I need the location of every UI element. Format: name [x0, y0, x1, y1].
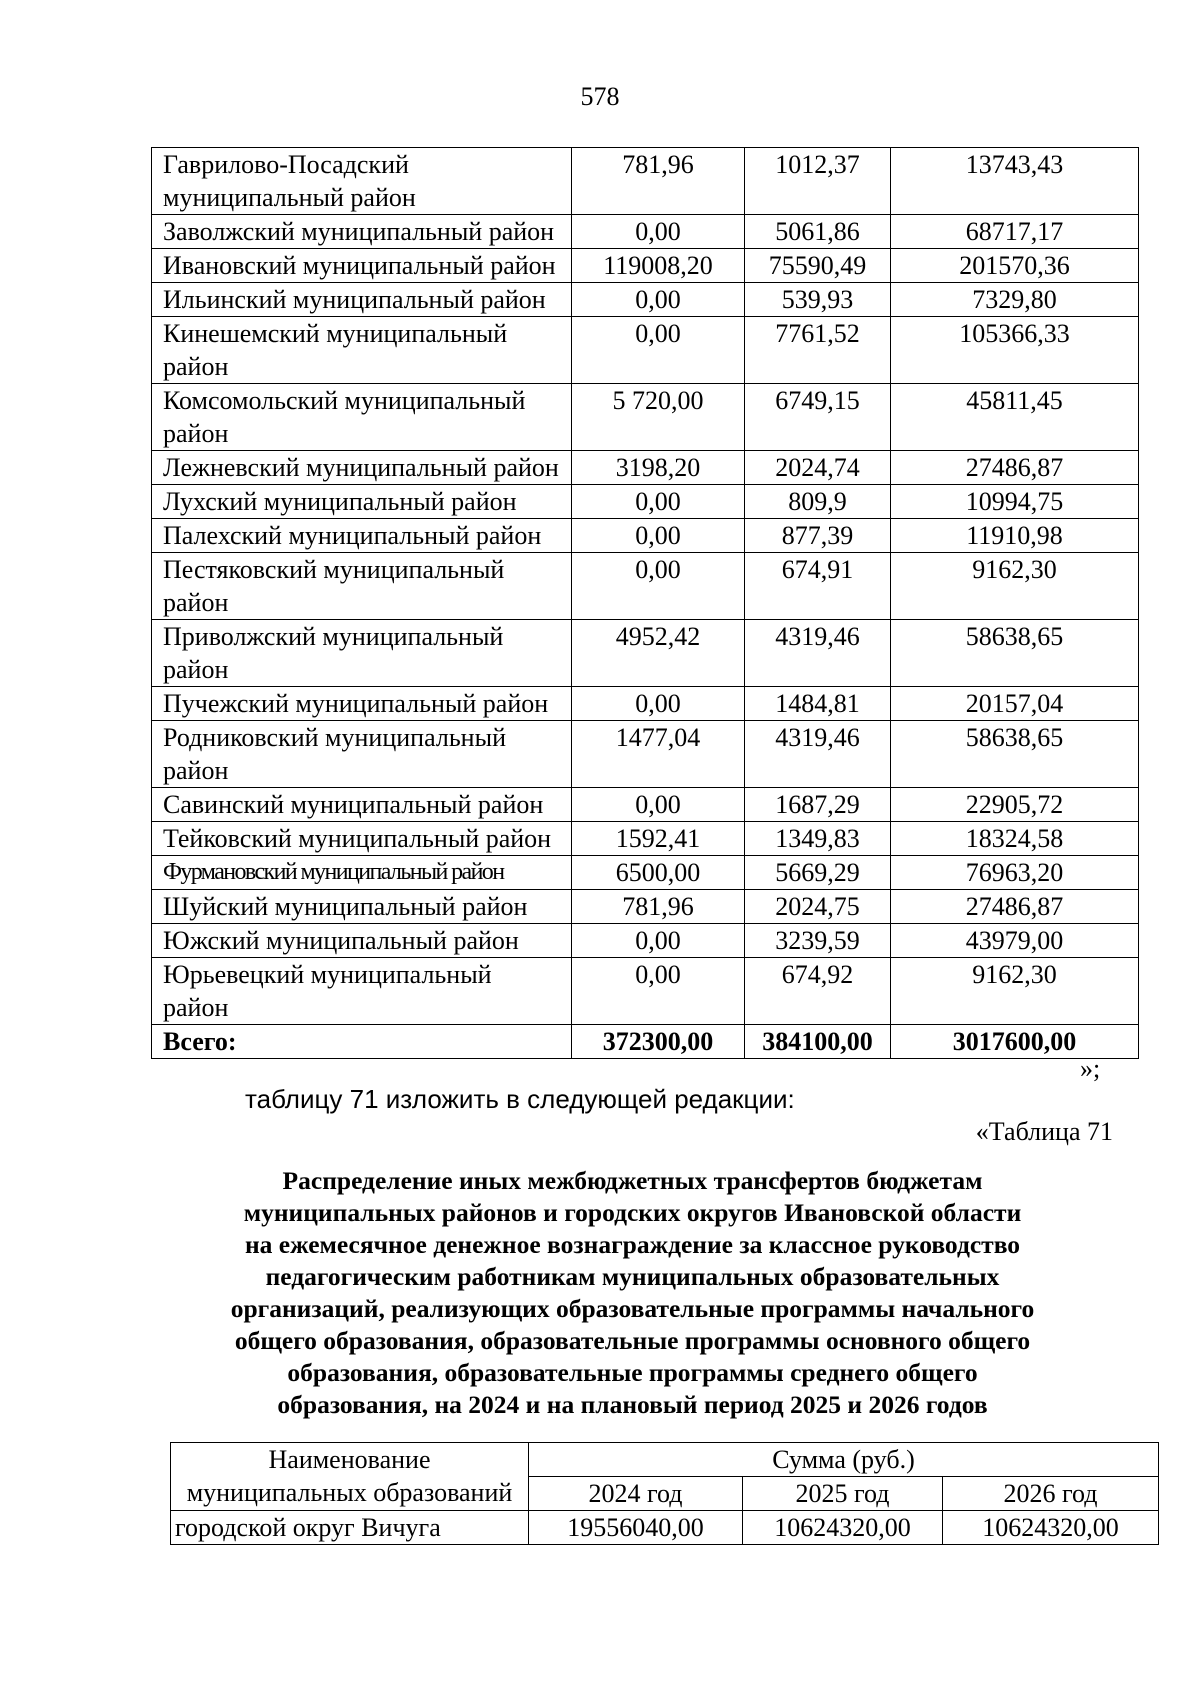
- district-name: [152, 822, 572, 856]
- table-heading-line: образования, образовательные программы среднего общего: [287, 1358, 978, 1387]
- table-heading-line: организаций, реализующих образовательные программы начального: [230, 1294, 1035, 1323]
- amount-2025: 10624320,00: [743, 1511, 943, 1545]
- district-name: [152, 148, 572, 215]
- district-name: [152, 856, 572, 890]
- district-name: [152, 958, 572, 1025]
- amount-cell: 0,00: [572, 687, 745, 721]
- amount-cell: 201570,36: [891, 249, 1139, 283]
- district-name-line: Заволжский муниципальный район: [163, 217, 555, 246]
- district-name-line: Родниковский муниципальный: [163, 723, 506, 752]
- table-row: [152, 553, 1139, 620]
- amount-cell: 0,00: [572, 788, 745, 822]
- amount-cell: 43979,00: [891, 924, 1139, 958]
- amount-cell: 9162,30: [891, 958, 1139, 1025]
- table-row: [152, 485, 1139, 519]
- year-header-2024: 2024 год: [529, 1477, 743, 1511]
- district-name-line: Гаврилово-Посадский: [163, 150, 409, 179]
- table-row: [152, 148, 1139, 215]
- amount-cell: 0,00: [572, 215, 745, 249]
- district-name: [152, 553, 572, 620]
- amount-cell: 781,96: [572, 890, 745, 924]
- amount-cell: 7329,80: [891, 283, 1139, 317]
- total-amount: 384100,00: [745, 1025, 891, 1059]
- name-header-line: Наименование: [268, 1445, 431, 1474]
- instruction-text: таблицу 71 изложить в следующей редакции:: [245, 1084, 795, 1114]
- page-number: 578: [580, 82, 620, 111]
- table-row: [152, 890, 1139, 924]
- table-row: [152, 721, 1139, 788]
- amount-cell: 4319,46: [745, 721, 891, 788]
- amount-2026: 10624320,00: [943, 1511, 1159, 1545]
- district-name-line: Тейковский муниципальный район: [163, 824, 552, 853]
- district-name: [152, 215, 572, 249]
- sum-column-header: Сумма (руб.): [529, 1443, 1159, 1477]
- amount-cell: 58638,65: [891, 721, 1139, 788]
- year-header-2025: 2025 год: [743, 1477, 943, 1511]
- table-row: [152, 822, 1139, 856]
- district-name-line: Фурмановский муниципальный район: [163, 859, 504, 885]
- amount-cell: 2024,75: [745, 890, 891, 924]
- total-amount: 372300,00: [572, 1025, 745, 1059]
- amount-cell: 1687,29: [745, 788, 891, 822]
- districts-allocation-table: [151, 147, 1139, 1059]
- district-name: [152, 620, 572, 687]
- amount-cell: 5 720,00: [572, 384, 745, 451]
- table-row: [171, 1511, 1159, 1545]
- amount-cell: 674,92: [745, 958, 891, 1025]
- amount-cell: 2024,74: [745, 451, 891, 485]
- table-row: [152, 687, 1139, 721]
- name-column-header: [171, 1443, 529, 1511]
- amount-cell: 27486,87: [891, 451, 1139, 485]
- table-71-header-row: [171, 1443, 1159, 1477]
- table-row: [152, 924, 1139, 958]
- amount-cell: 105366,33: [891, 317, 1139, 384]
- district-name-line: район: [163, 655, 229, 684]
- amount-cell: 76963,20: [891, 856, 1139, 890]
- district-name-line: район: [163, 756, 229, 785]
- amount-cell: 539,93: [745, 283, 891, 317]
- amount-cell: 781,96: [572, 148, 745, 215]
- amount-cell: 4952,42: [572, 620, 745, 687]
- district-name-line: Ильинский муниципальный район: [163, 285, 546, 314]
- amount-cell: 3198,20: [572, 451, 745, 485]
- district-name-line: район: [163, 352, 229, 381]
- district-name: [152, 519, 572, 553]
- amount-cell: 0,00: [572, 924, 745, 958]
- amount-cell: 0,00: [572, 485, 745, 519]
- amount-cell: 4319,46: [745, 620, 891, 687]
- district-name: [152, 485, 572, 519]
- table-heading-line: общего образования, образовательные программы основного общего: [234, 1326, 1031, 1355]
- total-row: [152, 1025, 1139, 1059]
- amount-cell: 1484,81: [745, 687, 891, 721]
- amount-cell: 20157,04: [891, 687, 1139, 721]
- table-row: [152, 451, 1139, 485]
- amount-cell: 0,00: [572, 317, 745, 384]
- district-name: [152, 249, 572, 283]
- district-name: [152, 451, 572, 485]
- district-name: [152, 924, 572, 958]
- table-heading: [150, 1165, 1115, 1421]
- amount-cell: 0,00: [572, 958, 745, 1025]
- amount-cell: 18324,58: [891, 822, 1139, 856]
- table-row: [152, 788, 1139, 822]
- table-row: [152, 856, 1139, 890]
- table-label: «Таблица 71: [975, 1117, 1113, 1146]
- amount-cell: 27486,87: [891, 890, 1139, 924]
- total-label: Всего:: [152, 1025, 572, 1059]
- district-name-line: Лежневский муниципальный район: [163, 453, 559, 482]
- district-name-line: район: [163, 588, 229, 617]
- table-heading-line: педагогическим работникам муниципальных образовательных: [265, 1262, 1000, 1291]
- district-name: [152, 384, 572, 451]
- amount-cell: 10994,75: [891, 485, 1139, 519]
- table-heading-line: муниципальных районов и городских округов Ивановской области: [243, 1198, 1022, 1227]
- district-name: [152, 721, 572, 788]
- district-name-line: Шуйский муниципальный район: [163, 892, 528, 921]
- amount-cell: 1477,04: [572, 721, 745, 788]
- amount-cell: 58638,65: [891, 620, 1139, 687]
- amount-cell: 75590,49: [745, 249, 891, 283]
- table-heading-line: на ежемесячное денежное вознаграждение за классное руководство: [244, 1230, 1021, 1259]
- district-name: [152, 788, 572, 822]
- district-name-line: Пестяковский муниципальный: [163, 555, 505, 584]
- table-row: [152, 958, 1139, 1025]
- table-row: [152, 215, 1139, 249]
- total-amount: 3017600,00: [891, 1025, 1139, 1059]
- amount-cell: 6749,15: [745, 384, 891, 451]
- district-name-line: муниципальный район: [163, 183, 416, 212]
- district-name-line: Кинешемский муниципальный: [163, 319, 508, 348]
- district-name: [152, 283, 572, 317]
- amount-cell: 22905,72: [891, 788, 1139, 822]
- district-name-line: район: [163, 419, 229, 448]
- table-row: [152, 519, 1139, 553]
- district-name: [152, 890, 572, 924]
- district-name: [152, 687, 572, 721]
- table-row: [152, 317, 1139, 384]
- amount-cell: 11910,98: [891, 519, 1139, 553]
- amount-cell: 5061,86: [745, 215, 891, 249]
- district-name-line: Комсомольский муниципальный: [163, 386, 526, 415]
- district-name-line: Лухский муниципальный район: [163, 487, 517, 516]
- district-name-line: Савинский муниципальный район: [163, 790, 544, 819]
- table-row: [152, 384, 1139, 451]
- table-heading-line: образования, на 2024 и на плановый период 2025 и 2026 годов: [277, 1390, 988, 1419]
- amount-cell: 0,00: [572, 519, 745, 553]
- amount-cell: 0,00: [572, 283, 745, 317]
- table-heading-line: Распределение иных межбюджетных трансфертов бюджетам: [282, 1166, 983, 1195]
- amount-cell: 1012,37: [745, 148, 891, 215]
- amount-cell: 119008,20: [572, 249, 745, 283]
- amount-cell: 7761,52: [745, 317, 891, 384]
- district-name-line: Пучежский муниципальный район: [163, 689, 549, 718]
- table-row: [152, 249, 1139, 283]
- municipality-name: городской округ Вичуга: [171, 1511, 529, 1545]
- amount-cell: 674,91: [745, 553, 891, 620]
- district-name-line: Ивановский муниципальный район: [163, 251, 556, 280]
- year-header-2026: 2026 год: [943, 1477, 1159, 1511]
- amount-cell: 5669,29: [745, 856, 891, 890]
- name-header-line: муниципальных образований: [186, 1478, 513, 1507]
- district-name: [152, 317, 572, 384]
- amount-cell: 9162,30: [891, 553, 1139, 620]
- district-name-line: Юрьевецкий муниципальный: [163, 960, 492, 989]
- amount-cell: 68717,17: [891, 215, 1139, 249]
- amount-2024: 19556040,00: [529, 1511, 743, 1545]
- amount-cell: 1592,41: [572, 822, 745, 856]
- district-name-line: район: [163, 993, 229, 1022]
- amount-cell: 3239,59: [745, 924, 891, 958]
- district-name-line: Палехский муниципальный район: [163, 521, 542, 550]
- closing-quote: »;: [1080, 1054, 1101, 1083]
- amount-cell: 877,39: [745, 519, 891, 553]
- amount-cell: 45811,45: [891, 384, 1139, 451]
- amount-cell: 809,9: [745, 485, 891, 519]
- amount-cell: 13743,43: [891, 148, 1139, 215]
- table-row: [152, 283, 1139, 317]
- table-71: [170, 1442, 1159, 1545]
- amount-cell: 0,00: [572, 553, 745, 620]
- amount-cell: 6500,00: [572, 856, 745, 890]
- district-name-line: Южский муниципальный район: [163, 926, 519, 955]
- table-row: [152, 620, 1139, 687]
- district-name-line: Приволжский муниципальный: [163, 622, 504, 651]
- amount-cell: 1349,83: [745, 822, 891, 856]
